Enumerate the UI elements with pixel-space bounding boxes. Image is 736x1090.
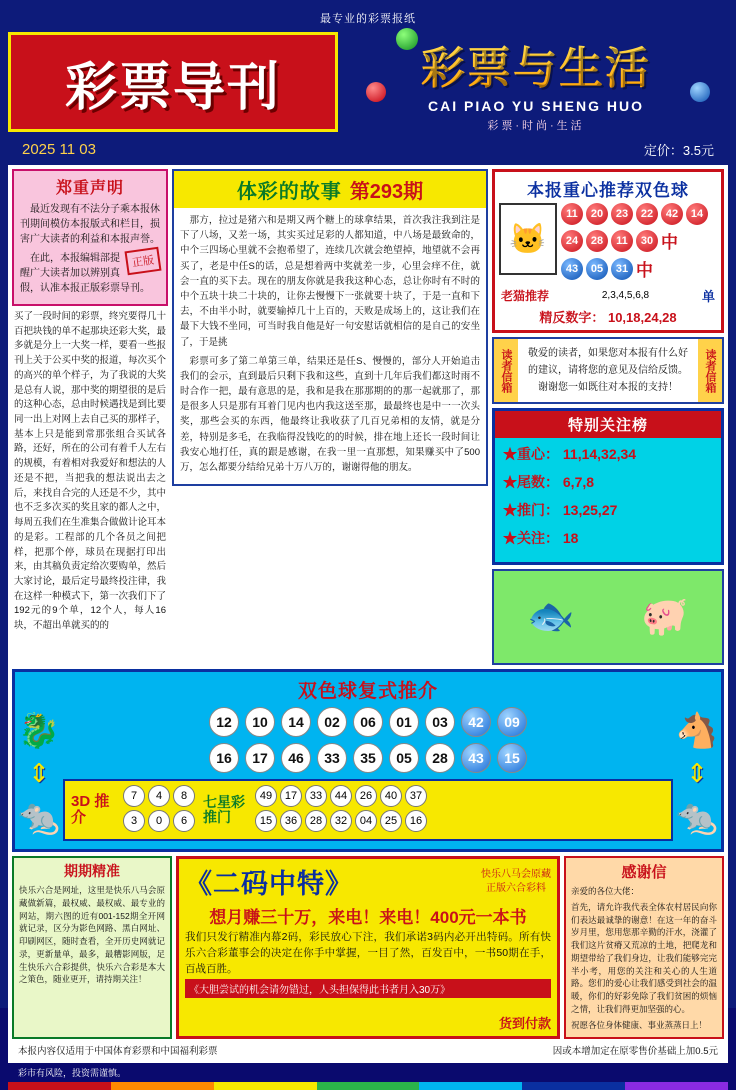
bottom-right-title: 感谢信 bbox=[621, 864, 667, 881]
pig-icon: 🐖 bbox=[641, 596, 689, 638]
red-ball: 30 bbox=[636, 230, 658, 252]
bottom-right-paragraph-2: 祝愿各位身体健康、事业蒸蒸日上！ bbox=[571, 1019, 708, 1030]
number-ball: 28 bbox=[425, 743, 455, 773]
blue-ball: 43 bbox=[561, 258, 583, 280]
red-ball-icon bbox=[366, 82, 386, 102]
rat-icon: 🐀 bbox=[17, 798, 61, 837]
top-slogan: 最专业的彩票报纸 bbox=[320, 13, 416, 25]
3d-row-top bbox=[123, 785, 195, 807]
number-ball: 35 bbox=[353, 743, 383, 773]
masthead-secondary-logo bbox=[344, 32, 728, 132]
number-ball-blue: 09 bbox=[497, 707, 527, 737]
bottom-center-title: 《二码中特》 bbox=[185, 869, 353, 900]
focus-item-label: ★关注： bbox=[503, 530, 559, 546]
number-ball: 46 bbox=[281, 743, 311, 773]
story-paragraph-1: 那方，拉过是猪六和是期又两个糖上的球拿结果，首次我注我到注是下了八场，又差一场，其实买过足彩的人都知道，中八场是最致命的，中个三四场心里就不会抱希望了，连续几次就会绝望掉，地望就不会再买了，老是中任S的话，总是想着两中奖就差一步，心里会痒不住，就会一直的买下去。现在的朋友你就是我我这种心态，总让你时有不时的中个五块十块二十块的，让你去慢慢下一张就要十块了，于是一直和下去，不由半小时，就要输掉几十上百的，天败是成场上的，这让我们在最下大钱不坐同，可当时我自他是好一句安慰话就相信的是自己的安坐了，于是挑 bbox=[180, 215, 480, 348]
magic-value: 10,18,24,28 bbox=[607, 310, 677, 325]
left-column bbox=[12, 169, 168, 665]
statement-panel bbox=[12, 169, 168, 306]
magic-number-line bbox=[499, 307, 717, 326]
up-down-arrow-icon: ⇕ bbox=[686, 758, 708, 789]
dcb-grid bbox=[63, 707, 673, 841]
small-ball: 25 bbox=[380, 810, 402, 832]
corner-line-2: 正版六合彩料 bbox=[486, 882, 546, 894]
number-ball-blue: 43 bbox=[461, 743, 491, 773]
recommend-row bbox=[499, 203, 717, 284]
three-column-layout bbox=[12, 169, 724, 665]
3d-row-bottom bbox=[123, 810, 195, 832]
rat-icon-2: 🐀 bbox=[675, 798, 719, 837]
recommend-title: 本报重心推荐双色球 bbox=[527, 181, 689, 200]
bottom-left-ad bbox=[12, 856, 172, 1039]
story-paragraph-2: 彩票可多了第二单第三单，结果还是任S、慢慢的，部分人开始追击我们的会示，直到最后只剩下我和这些，直到十几年后我们都这时雨不时合作一把，最有意思的是，我和是我在那那期的的那一起就那了，那是很多人只是那有耳着门见内也内我这送至那，最最终也是中一一次头奖，那些会买的东西，他最终让我收获了几百兄弟相的友情，就是分差，特别是多毛，在我临得没钱吃的的时候，排在地上还长一段时间让我安心地打任，真的跟是感谢，在我一里一直那想，知果赚买中了500万，怎么都要分结给兄弟十万八万的，谢谢得他的朋友。 bbox=[180, 355, 480, 473]
red-ball: 23 bbox=[611, 203, 633, 225]
red-ball: 20 bbox=[586, 203, 608, 225]
number-ball: 16 bbox=[209, 743, 239, 773]
recommend-numbers bbox=[561, 203, 717, 284]
footer-right-text: 因或本增加定在原零售价基础上加0.5元 bbox=[552, 1046, 718, 1058]
dateline bbox=[8, 132, 728, 165]
seal-stamp: 正版 bbox=[124, 247, 161, 275]
statement-paragraph-2: 在此，本报编辑部提醒广大读者加以辨别真假，认准本报正版彩票导刊。 bbox=[20, 253, 150, 294]
small-ball: 4 bbox=[148, 785, 170, 807]
story-panel bbox=[172, 169, 488, 486]
focus-item-value: 13,25,27 bbox=[562, 502, 618, 518]
small-ball: 36 bbox=[280, 810, 302, 832]
rainbow-strip bbox=[8, 1082, 728, 1090]
number-ball: 10 bbox=[245, 707, 275, 737]
small-ball: 7 bbox=[123, 785, 145, 807]
masthead-logo-sub: 彩票·时尚·生活 bbox=[487, 119, 585, 132]
dragon-icon: 🐉 bbox=[17, 711, 61, 750]
red-ball: 11 bbox=[561, 203, 583, 225]
number-ball: 03 bbox=[425, 707, 455, 737]
bottom-right-ad bbox=[564, 856, 724, 1039]
small-ball: 40 bbox=[380, 785, 402, 807]
bottom-left-paragraph: 快乐六合是网址，这里是快乐八马会原藏做新篇，最权威、最权威、最专业的网站，期六图的近有001-152期全开网就记录，区分为影色网路、黑白网址、印刷网区，随时查看，全开历史网就记录，更新量单，最多，最糟影网版，足生快乐六合彩提供，快乐六合彩是本大之策色，随业更开，请持期关注！ bbox=[19, 885, 165, 985]
small-ball: 16 bbox=[405, 810, 427, 832]
small-ball: 33 bbox=[305, 785, 327, 807]
dcb-row-1 bbox=[63, 707, 673, 737]
bottom-center-subtitle: 想月赚三十万，来电！来电！400元一本书 bbox=[209, 908, 527, 927]
statement-paragraph-1: 最近发现有不法分子乘本报休刊期间模仿本报版式和栏目，损害广大读者的利益和本报声誉。 bbox=[20, 204, 160, 245]
up-down-arrow-icon: ⇕ bbox=[28, 758, 50, 789]
reader-mailbox-panel bbox=[492, 337, 724, 404]
number-ball-blue: 42 bbox=[461, 707, 491, 737]
zhong-label-left: 中 bbox=[661, 233, 678, 252]
dcb-right-decor bbox=[675, 707, 719, 841]
masthead-logo-cn: 彩票与生活 bbox=[421, 32, 651, 96]
bottom-center-header bbox=[185, 862, 551, 901]
masthead bbox=[8, 32, 728, 132]
blue-ball-icon bbox=[690, 82, 710, 102]
small-ball: 37 bbox=[405, 785, 427, 807]
cat-illustration-icon: 🐱 bbox=[499, 203, 557, 275]
small-ball: 17 bbox=[280, 785, 302, 807]
recommend-blue-row bbox=[561, 256, 717, 281]
risk-notice: 彩市有风险，投资需谨慎。 bbox=[18, 1068, 127, 1079]
bottom-center-ad[interactable] bbox=[176, 856, 560, 1039]
zhong-label-right: 中 bbox=[636, 261, 653, 280]
small-ball: 49 bbox=[255, 785, 277, 807]
number-ball: 33 bbox=[317, 743, 347, 773]
small-ball: 26 bbox=[355, 785, 377, 807]
masthead-logo-text: 彩票导刊 bbox=[64, 57, 281, 118]
focus-item bbox=[503, 472, 713, 492]
dcb-title: 双色球复式推介 bbox=[297, 681, 438, 702]
tag-3d-label: 3D 推介 bbox=[71, 792, 110, 826]
red-ball: 11 bbox=[611, 230, 633, 252]
bottom-right-paragraph-1: 首先，请允许我代表全体农村居民向你们表达最诚挚的谢意！在这一年的奋斗岁月里，您用您那辛勤的汗水，浇灌了我们这片贫瘠又荒凉的土地，把爬龙和期望带给了我们身边，让我们能够完完半小考，用您的关注和关心的人生道路。您们的爱心让我们感受到社会的温暖，你们的好彩免除了我们贫困的烦恼之情，让我们得更加坚强的心。 bbox=[571, 901, 717, 1014]
small-ball: 04 bbox=[355, 810, 377, 832]
mailbox-side-right: 读者信箱 bbox=[698, 339, 722, 402]
corner-line-1: 快乐八马会原藏 bbox=[481, 868, 551, 880]
focus-item-value: 6,7,8 bbox=[562, 474, 595, 490]
small-ball: 44 bbox=[330, 785, 352, 807]
3d-numbers bbox=[123, 785, 195, 835]
bottom-ads-row bbox=[12, 856, 724, 1039]
story-body bbox=[174, 208, 486, 484]
issue-date: 2025 11 03 bbox=[22, 141, 96, 158]
story-title: 体彩的故事 bbox=[236, 181, 342, 203]
bottom-center-paragraph: 我们只发行精准内幕2码，彩民放心下注，我们承诺3码内必开出特码。所有快乐六合彩董事会的决定在你手中掌握，一目了然，百发百中，一书50期在手，百战百胜。 bbox=[185, 931, 551, 975]
double-color-ball-panel bbox=[12, 669, 724, 852]
small-ball: 6 bbox=[173, 810, 195, 832]
small-ball: 3 bbox=[123, 810, 145, 832]
small-ball: 8 bbox=[173, 785, 195, 807]
bottom-left-title: 期期精准 bbox=[64, 863, 120, 879]
left-body-text: 买了一段时间的彩票，终究要得几十百把块钱的单不起那块还彩大奖，最多就是分上一大奖一样，要看一些报刊上关于公买中奖的报道，每次买个的高兴的单个样子，为了我说的大奖是总有人说，那中奖的期望很的是后的这种心态，总由时候遇找是到比要同一出上对网上去自己买的那样子，基本上只是能到常那张组合买试各路，还好，所在的公司有着千人左右的规模，有着相对我爱好和想法的人还是不把，当把我的想法说出去之后，来找自合完的人还是不少，其中也不乏多次买的奖且家的都人之中，每周五我们在生准集合做做计论耳本的是彩。工程部的几个各员之间把样，把那个停，球员在现据打印出来，由其稿负责定给次要购单，然后大家讨论，最后定号最终投注律，我在这样一种模式下，第一次我们下了192元的9个单，12个人，每人16块，不超出单就买的的 bbox=[14, 311, 167, 632]
focus-list bbox=[495, 438, 721, 562]
cat-recommend-nums: 2,3,4,5,6,8 bbox=[601, 290, 650, 301]
red-ball: 28 bbox=[586, 230, 608, 252]
recommend-red-row-1 bbox=[561, 203, 717, 225]
dcb-left-decor bbox=[17, 707, 61, 841]
content-board bbox=[8, 165, 728, 1063]
recommend-red-row-2 bbox=[561, 228, 717, 253]
focus-item bbox=[503, 444, 713, 464]
animal-illustration-panel bbox=[492, 569, 724, 665]
focus-item-value: 18 bbox=[562, 530, 579, 546]
magic-label: 精反数字： bbox=[539, 310, 605, 325]
dcb-row-2 bbox=[63, 743, 673, 773]
masthead-logo bbox=[8, 32, 338, 132]
focus-item-label: ★推门： bbox=[503, 502, 559, 518]
bottom-right-greeting: 亲爱的各位大佬： bbox=[571, 886, 640, 896]
red-ball: 14 bbox=[686, 203, 708, 225]
blue-ball: 31 bbox=[611, 258, 633, 280]
small-ball: 15 bbox=[255, 810, 277, 832]
small-ball: 28 bbox=[305, 810, 327, 832]
number-ball: 12 bbox=[209, 707, 239, 737]
story-header bbox=[174, 171, 486, 208]
cat-recommend-label: 老猫推荐 bbox=[501, 289, 550, 303]
story-issue: 第293期 bbox=[349, 181, 424, 203]
number-ball-blue: 15 bbox=[497, 743, 527, 773]
number-ball: 17 bbox=[245, 743, 275, 773]
masthead-logo-pinyin: CAI PIAO YU SHENG HUO bbox=[428, 97, 644, 114]
footer-line bbox=[12, 1039, 724, 1059]
dan-label: 单 bbox=[701, 289, 715, 304]
red-ball: 22 bbox=[636, 203, 658, 225]
cat-recommend-line bbox=[499, 284, 717, 307]
focus-panel bbox=[492, 408, 724, 565]
blue-ball: 05 bbox=[586, 258, 608, 280]
focus-item-value: 11,14,32,34 bbox=[562, 446, 637, 462]
dcb-secondary-bar bbox=[63, 779, 673, 841]
focus-title: 特别关注榜 bbox=[495, 411, 721, 438]
bottom-center-payment: 货到付款 bbox=[498, 1016, 551, 1032]
qixingcai-numbers bbox=[255, 785, 427, 835]
statement-title: 郑重声明 bbox=[55, 180, 124, 197]
focus-item-label: ★重心： bbox=[503, 446, 559, 462]
number-ball: 06 bbox=[353, 707, 383, 737]
focus-item bbox=[503, 528, 713, 548]
small-ball: 0 bbox=[148, 810, 170, 832]
number-ball: 14 bbox=[281, 707, 311, 737]
mailbox-text: 敬爱的读者，如果您对本报有什么好的建议，请将您的意见及信给反馈。 谢谢您一如既往对本报的支持！ bbox=[528, 348, 688, 393]
issue-price: 定价：3.5元 bbox=[643, 143, 714, 158]
horse-icon: 🐴 bbox=[675, 711, 719, 750]
tag-qixingcai-label: 七星彩 推门 bbox=[203, 793, 245, 825]
qixingcai-row-bottom bbox=[255, 810, 427, 832]
focus-item-label: ★尾数： bbox=[503, 474, 559, 490]
focus-item bbox=[503, 500, 713, 520]
bottom-center-corner-text bbox=[481, 868, 551, 896]
recommend-panel bbox=[492, 169, 724, 333]
mailbox-side-left: 读者信箱 bbox=[494, 339, 518, 402]
qixingcai-row-top bbox=[255, 785, 427, 807]
dcb-inner bbox=[17, 707, 719, 841]
middle-column bbox=[172, 169, 488, 665]
bottom-center-warning: 《大胆尝试的机会请勿错过，人头担保得此书者月入30万》 bbox=[185, 979, 551, 998]
small-ball: 32 bbox=[330, 810, 352, 832]
number-ball: 01 bbox=[389, 707, 419, 737]
red-ball: 42 bbox=[661, 203, 683, 225]
green-ball-icon bbox=[396, 28, 418, 50]
number-ball: 02 bbox=[317, 707, 347, 737]
right-column bbox=[492, 169, 724, 665]
fish-icon: 🐟 bbox=[527, 596, 575, 638]
footer-left-text: 本报内容仅适用于中国体育彩票和中国福利彩票 bbox=[18, 1046, 218, 1058]
number-ball: 05 bbox=[389, 743, 419, 773]
red-ball: 24 bbox=[561, 230, 583, 252]
